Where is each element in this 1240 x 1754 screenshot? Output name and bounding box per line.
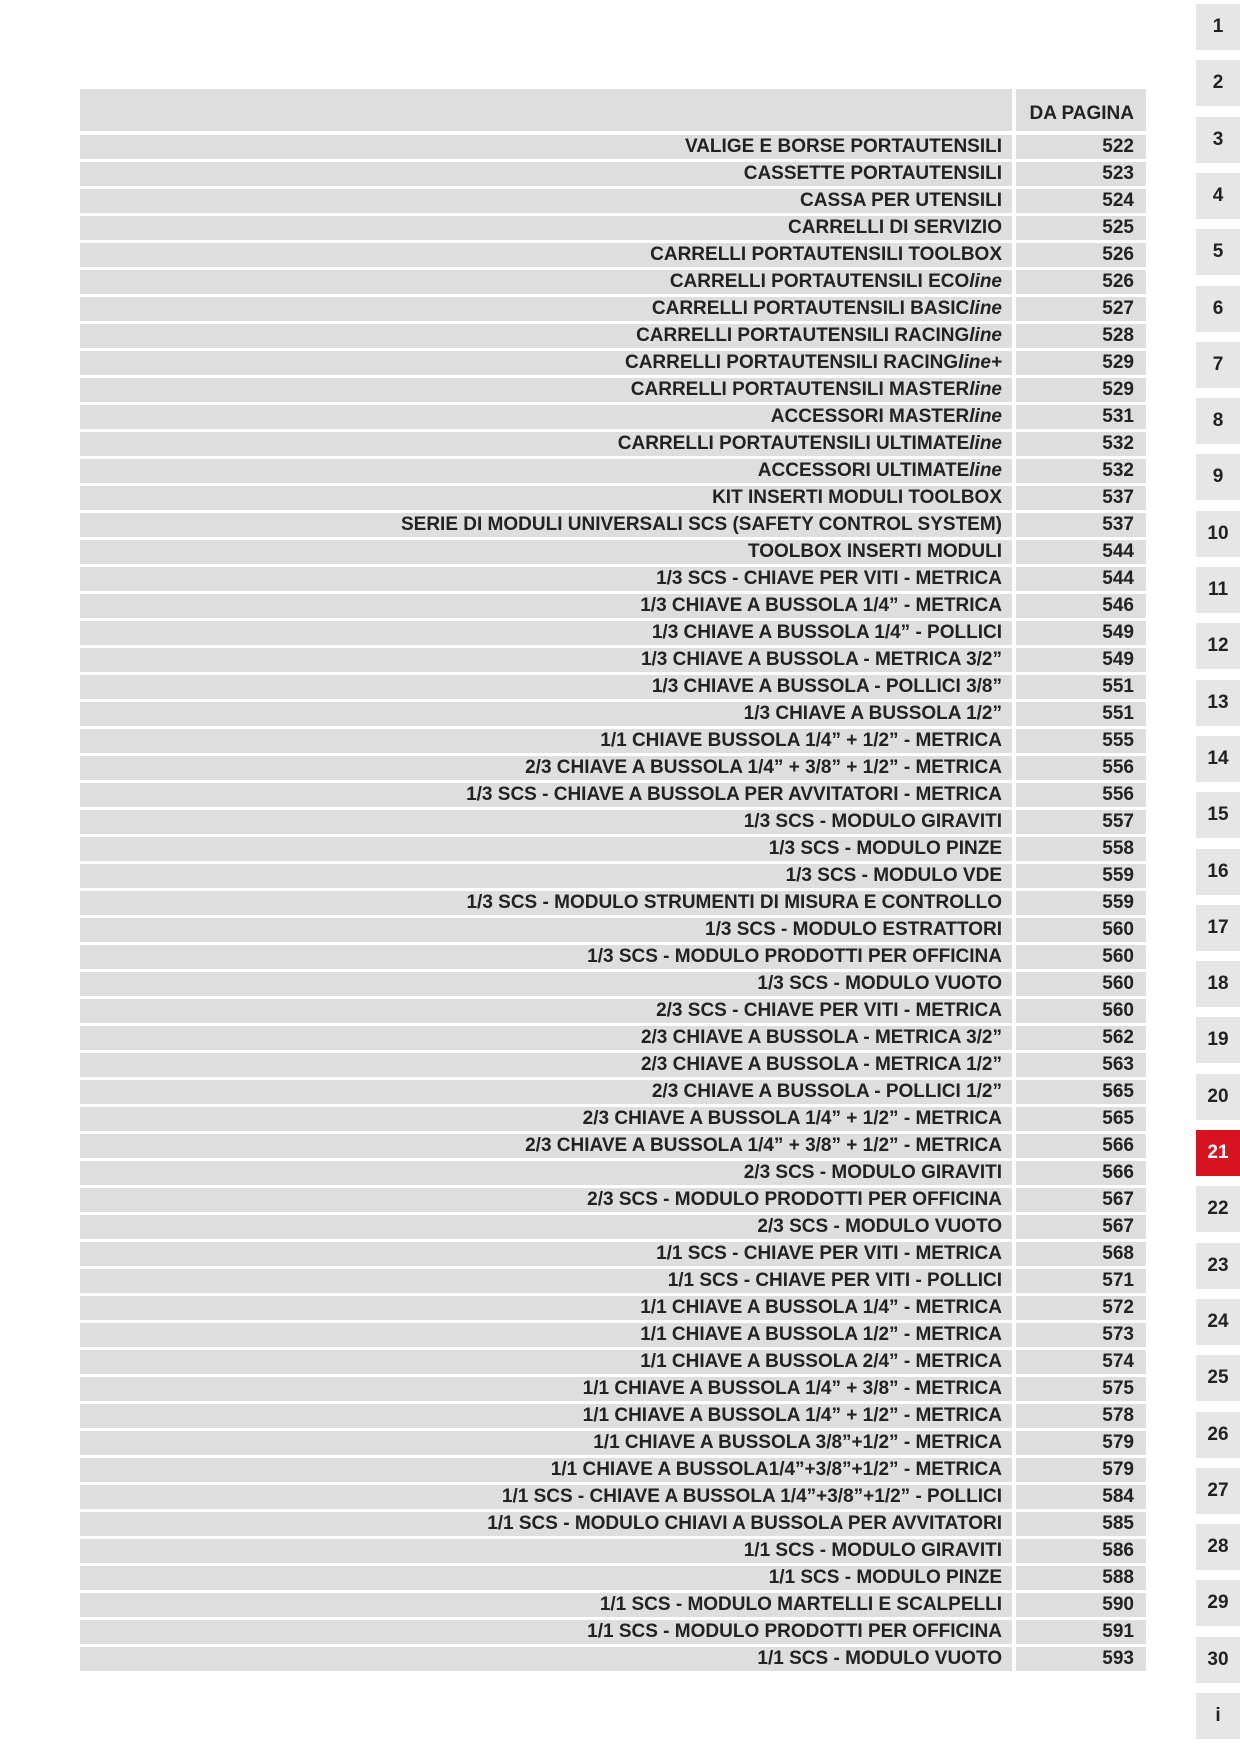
table-row[interactable]	[80, 243, 1146, 267]
table-row[interactable]	[80, 135, 1146, 159]
row-page-number: 588	[1016, 1566, 1146, 1590]
chapter-tab-22[interactable]: 22	[1196, 1186, 1240, 1232]
row-page-number: 556	[1016, 783, 1146, 807]
row-title-suffix: line	[969, 298, 1002, 319]
row-title	[80, 1620, 1012, 1644]
chapter-tab-16[interactable]: 16	[1196, 849, 1240, 895]
row-title	[80, 675, 1012, 699]
chapter-tab-3[interactable]: 3	[1196, 117, 1240, 163]
row-title-suffix: line	[969, 460, 1002, 481]
row-title-text: 1/3 CHIAVE A BUSSOLA 1/4” - METRICA	[640, 595, 1002, 616]
table-row[interactable]	[80, 810, 1146, 834]
table-row[interactable]	[80, 432, 1146, 456]
row-title	[80, 1161, 1012, 1185]
row-page-number: 579	[1016, 1458, 1146, 1482]
row-page-number: 525	[1016, 216, 1146, 240]
row-title-text: 1/1 CHIAVE A BUSSOLA 3/8”+1/2” - METRICA	[593, 1432, 1002, 1453]
row-title	[80, 783, 1012, 807]
table-row[interactable]	[80, 675, 1146, 699]
row-title	[80, 351, 1012, 375]
row-title	[80, 459, 1012, 483]
table-row[interactable]	[80, 783, 1146, 807]
row-title-text: 2/3 CHIAVE A BUSSOLA - METRICA 3/2”	[640, 1027, 1002, 1048]
row-title	[80, 1377, 1012, 1401]
chapter-tab-15[interactable]: 15	[1196, 792, 1240, 838]
row-title	[80, 999, 1012, 1023]
row-title-text: 1/1 CHIAVE A BUSSOLA 1/4” - METRICA	[640, 1297, 1002, 1318]
row-page-number: 586	[1016, 1539, 1146, 1563]
chapter-tab-21[interactable]: 21	[1196, 1130, 1240, 1176]
table-row[interactable]	[80, 540, 1146, 564]
row-title	[80, 1458, 1012, 1482]
table-row[interactable]	[80, 999, 1146, 1023]
table-row[interactable]	[80, 1377, 1146, 1401]
row-title	[80, 648, 1012, 672]
table-row[interactable]	[80, 1512, 1146, 1536]
row-page-number: 572	[1016, 1296, 1146, 1320]
row-page-number: 560	[1016, 918, 1146, 942]
row-page-number: 522	[1016, 135, 1146, 159]
row-page-number: 593	[1016, 1647, 1146, 1671]
row-title-text: 1/1 CHIAVE BUSSOLA 1/4” + 1/2” - METRICA	[600, 730, 1002, 751]
row-page-number: 566	[1016, 1161, 1146, 1185]
chapter-tab-18[interactable]: 18	[1196, 961, 1240, 1007]
row-page-number: 563	[1016, 1053, 1146, 1077]
table-row[interactable]	[80, 945, 1146, 969]
row-title-text: 1/1 CHIAVE A BUSSOLA 1/2” - METRICA	[640, 1324, 1002, 1345]
row-title-text: 1/3 CHIAVE A BUSSOLA 1/4” - POLLICI	[651, 622, 1002, 643]
index-table	[80, 89, 1146, 1674]
row-title-text: 2/3 SCS - MODULO PRODOTTI PER OFFICINA	[587, 1189, 1002, 1210]
row-page-number: 560	[1016, 972, 1146, 996]
chapter-tab-29[interactable]: 29	[1196, 1580, 1240, 1626]
row-page-number: 562	[1016, 1026, 1146, 1050]
row-title-text: ACCESSORI ULTIMATE	[757, 460, 970, 481]
table-row[interactable]	[80, 216, 1146, 240]
chapter-tab-26[interactable]: 26	[1196, 1412, 1240, 1458]
table-row[interactable]	[80, 918, 1146, 942]
chapter-tab-23[interactable]: 23	[1196, 1243, 1240, 1289]
row-page-number: 526	[1016, 243, 1146, 267]
row-title-text: 1/3 SCS - MODULO PRODOTTI PER OFFICINA	[587, 946, 1002, 967]
row-title	[80, 756, 1012, 780]
row-page-number: 565	[1016, 1107, 1146, 1131]
table-row[interactable]	[80, 1539, 1146, 1563]
row-title-text: 1/1 SCS - CHIAVE A BUSSOLA 1/4”+3/8”+1/2” - POLLICI	[501, 1486, 1002, 1507]
table-row[interactable]	[80, 837, 1146, 861]
chapter-tab-25[interactable]: 25	[1196, 1355, 1240, 1401]
row-title	[80, 567, 1012, 591]
row-title-suffix: line	[969, 433, 1002, 454]
row-title	[80, 1512, 1012, 1536]
row-title	[80, 729, 1012, 753]
row-title-text: CARRELLI PORTAUTENSILI ULTIMATE	[617, 433, 970, 454]
table-row[interactable]	[80, 1323, 1146, 1347]
row-title-suffix: line	[969, 406, 1002, 427]
row-title	[80, 1323, 1012, 1347]
row-page-number: 571	[1016, 1269, 1146, 1293]
table-row[interactable]	[80, 1404, 1146, 1428]
row-page-number: 549	[1016, 648, 1146, 672]
chapter-tab-9[interactable]: 9	[1196, 454, 1240, 500]
chapter-tab-13[interactable]: 13	[1196, 680, 1240, 726]
table-row[interactable]	[80, 1053, 1146, 1077]
row-title-text: 2/3 SCS - MODULO VUOTO	[757, 1216, 1002, 1237]
row-title-text: 1/3 SCS - MODULO VUOTO	[757, 973, 1002, 994]
table-row[interactable]	[80, 891, 1146, 915]
row-title-suffix: line	[969, 325, 1002, 346]
row-title-text: CARRELLI PORTAUTENSILI RACING	[624, 352, 959, 373]
table-row[interactable]	[80, 378, 1146, 402]
row-title-text: 1/3 CHIAVE A BUSSOLA - METRICA 3/2”	[640, 649, 1002, 670]
table-row[interactable]	[80, 567, 1146, 591]
table-row[interactable]	[80, 594, 1146, 618]
row-page-number: 591	[1016, 1620, 1146, 1644]
row-title	[80, 405, 1012, 429]
row-title-text: 1/1 SCS - MODULO GIRAVITI	[743, 1540, 1002, 1561]
row-title-text: CARRELLI PORTAUTENSILI RACING	[636, 325, 970, 346]
row-title-text: 2/3 SCS - MODULO GIRAVITI	[743, 1162, 1002, 1183]
row-page-number: 567	[1016, 1188, 1146, 1212]
row-page-number: 529	[1016, 378, 1146, 402]
row-title	[80, 1080, 1012, 1104]
row-page-number: 555	[1016, 729, 1146, 753]
row-title-suffix: line	[969, 271, 1002, 292]
row-title	[80, 1296, 1012, 1320]
row-title-text: 1/3 CHIAVE A BUSSOLA 1/2”	[743, 703, 1002, 724]
row-page-number: 567	[1016, 1215, 1146, 1239]
chapter-tab-19[interactable]: 19	[1196, 1017, 1240, 1063]
row-title	[80, 594, 1012, 618]
row-title-text: 1/1 CHIAVE A BUSSOLA 1/4” + 3/8” - METRICA	[582, 1378, 1002, 1399]
table-row[interactable]	[80, 756, 1146, 780]
row-title	[80, 702, 1012, 726]
table-row[interactable]	[80, 1296, 1146, 1320]
row-page-number: 537	[1016, 513, 1146, 537]
row-title-text: CARRELLI PORTAUTENSILI MASTER	[630, 379, 970, 400]
row-title-text: 2/3 CHIAVE A BUSSOLA 1/4” + 1/2” - METRICA	[582, 1108, 1002, 1129]
table-row[interactable]	[80, 1485, 1146, 1509]
row-page-number: 574	[1016, 1350, 1146, 1374]
row-title-text: 1/1 SCS - CHIAVE PER VITI - POLLICI	[667, 1270, 1002, 1291]
row-title	[80, 1053, 1012, 1077]
table-row[interactable]	[80, 1161, 1146, 1185]
table-row[interactable]	[80, 405, 1146, 429]
row-title-text: CASSA PER UTENSILI	[800, 190, 1002, 211]
table-row[interactable]	[80, 702, 1146, 726]
row-title	[80, 243, 1012, 267]
chapter-tab-1[interactable]: 1	[1196, 4, 1240, 50]
row-title	[80, 972, 1012, 996]
table-header	[80, 89, 1146, 131]
chapter-tab-14[interactable]: 14	[1196, 736, 1240, 782]
row-page-number: 590	[1016, 1593, 1146, 1617]
table-row[interactable]	[80, 1080, 1146, 1104]
row-page-number: 568	[1016, 1242, 1146, 1266]
row-title	[80, 324, 1012, 348]
row-title-text: 1/1 SCS - MODULO PRODOTTI PER OFFICINA	[587, 1621, 1002, 1642]
chapter-tab-11[interactable]: 11	[1196, 567, 1240, 613]
row-title	[80, 1107, 1012, 1131]
chapter-tab-27[interactable]: 27	[1196, 1468, 1240, 1514]
row-page-number: 560	[1016, 945, 1146, 969]
row-title-text: 1/3 SCS - MODULO GIRAVITI	[743, 811, 1002, 832]
row-title	[80, 621, 1012, 645]
row-page-number: 585	[1016, 1512, 1146, 1536]
row-title-text: 1/1 CHIAVE A BUSSOLA1/4”+3/8”+1/2” - METRICA	[550, 1459, 1002, 1480]
row-title	[80, 1593, 1012, 1617]
row-title-text: 1/1 SCS - MODULO PINZE	[768, 1567, 1002, 1588]
row-page-number: 537	[1016, 486, 1146, 510]
row-title-text: CARRELLI PORTAUTENSILI ECO	[669, 271, 970, 292]
row-title	[80, 1026, 1012, 1050]
row-page-number: 559	[1016, 891, 1146, 915]
row-title	[80, 162, 1012, 186]
row-title-text: 1/1 CHIAVE A BUSSOLA 1/4” + 1/2” - METRICA	[582, 1405, 1002, 1426]
row-page-number: 523	[1016, 162, 1146, 186]
row-title	[80, 864, 1012, 888]
chapter-tab-28[interactable]: 28	[1196, 1524, 1240, 1570]
row-page-number: 551	[1016, 702, 1146, 726]
chapter-tab-24[interactable]: 24	[1196, 1299, 1240, 1345]
table-row[interactable]	[80, 1593, 1146, 1617]
row-title	[80, 810, 1012, 834]
row-title-text: 1/3 SCS - MODULO VDE	[785, 865, 1002, 886]
row-title-text: 2/3 CHIAVE A BUSSOLA - POLLICI 1/2”	[651, 1081, 1002, 1102]
table-row[interactable]	[80, 1647, 1146, 1671]
row-page-number: 529	[1016, 351, 1146, 375]
row-title-text: 1/1 SCS - MODULO VUOTO	[757, 1648, 1002, 1669]
row-title-text: 2/3 CHIAVE A BUSSOLA 1/4” + 3/8” + 1/2” - METRICA	[525, 1135, 1002, 1156]
chapter-tab-20[interactable]: 20	[1196, 1074, 1240, 1120]
row-page-number: 560	[1016, 999, 1146, 1023]
chapter-tab-12[interactable]: 12	[1196, 623, 1240, 669]
row-title-text: 1/1 SCS - MODULO CHIAVI A BUSSOLA PER AVVITATORI	[487, 1513, 1002, 1534]
row-page-number: 573	[1016, 1323, 1146, 1347]
table-row[interactable]	[80, 162, 1146, 186]
row-title	[80, 891, 1012, 915]
table-row[interactable]	[80, 297, 1146, 321]
row-page-number: 559	[1016, 864, 1146, 888]
row-title-text: 2/3 CHIAVE A BUSSOLA 1/4” + 3/8” + 1/2” - METRICA	[525, 757, 1002, 778]
row-title-text: VALIGE E BORSE PORTAUTENSILI	[684, 136, 1002, 157]
chapter-tab-6[interactable]: 6	[1196, 286, 1240, 332]
chapter-tab-5[interactable]: 5	[1196, 229, 1240, 275]
row-title	[80, 1242, 1012, 1266]
row-title	[80, 1566, 1012, 1590]
chapter-tab-7[interactable]: 7	[1196, 342, 1240, 388]
row-title	[80, 1647, 1012, 1671]
table-row[interactable]	[80, 621, 1146, 645]
row-title	[80, 486, 1012, 510]
row-title	[80, 1269, 1012, 1293]
row-title-text: CASSETTE PORTAUTENSILI	[743, 163, 1002, 184]
row-title-text: 1/3 SCS - CHIAVE PER VITI - METRICA	[656, 568, 1002, 589]
row-page-number: 544	[1016, 567, 1146, 591]
row-title	[80, 216, 1012, 240]
row-page-number: 546	[1016, 594, 1146, 618]
row-title-text: ACCESSORI MASTER	[770, 406, 970, 427]
table-row[interactable]	[80, 1188, 1146, 1212]
row-page-number: 524	[1016, 189, 1146, 213]
row-title-text: CARRELLI PORTAUTENSILI TOOLBOX	[650, 244, 1002, 265]
row-title-suffix: line+	[958, 352, 1002, 373]
row-title-text: 1/3 CHIAVE A BUSSOLA - POLLICI 3/8”	[651, 676, 1002, 697]
row-title	[80, 837, 1012, 861]
row-title-text: 2/3 CHIAVE A BUSSOLA - METRICA 1/2”	[640, 1054, 1002, 1075]
row-title	[80, 1188, 1012, 1212]
row-title	[80, 1485, 1012, 1509]
row-title-text: CARRELLI PORTAUTENSILI BASIC	[651, 298, 970, 319]
row-page-number: 584	[1016, 1485, 1146, 1509]
row-title	[80, 1404, 1012, 1428]
table-row[interactable]	[80, 1107, 1146, 1131]
row-title	[80, 1539, 1012, 1563]
table-row[interactable]	[80, 1215, 1146, 1239]
table-row[interactable]	[80, 1620, 1146, 1644]
row-title	[80, 189, 1012, 213]
chapter-tab-30[interactable]: 30	[1196, 1637, 1240, 1683]
table-row[interactable]	[80, 1242, 1146, 1266]
table-row[interactable]	[80, 1458, 1146, 1482]
row-title	[80, 945, 1012, 969]
row-title	[80, 135, 1012, 159]
row-title-text: KIT INSERTI MODULI TOOLBOX	[712, 487, 1002, 508]
row-page-number: 532	[1016, 459, 1146, 483]
row-page-number: 558	[1016, 837, 1146, 861]
table-row[interactable]	[80, 864, 1146, 888]
table-row[interactable]	[80, 972, 1146, 996]
row-title	[80, 270, 1012, 294]
row-title	[80, 297, 1012, 321]
chapter-tab-17[interactable]: 17	[1196, 905, 1240, 951]
row-title-text: CARRELLI DI SERVIZIO	[788, 217, 1002, 238]
chapter-tab-4[interactable]: 4	[1196, 173, 1240, 219]
chapter-tab-10[interactable]: 10	[1196, 511, 1240, 557]
chapter-tab-i[interactable]: i	[1196, 1693, 1240, 1739]
row-title	[80, 378, 1012, 402]
table-body	[80, 135, 1146, 1671]
table-row[interactable]	[80, 351, 1146, 375]
row-title-suffix: line	[969, 379, 1002, 400]
row-page-number: 556	[1016, 756, 1146, 780]
row-page-number: 527	[1016, 297, 1146, 321]
row-title-text: 1/1 CHIAVE A BUSSOLA 2/4” - METRICA	[640, 1351, 1002, 1372]
row-page-number: 566	[1016, 1134, 1146, 1158]
table-row[interactable]	[80, 1431, 1146, 1455]
chapter-tab-8[interactable]: 8	[1196, 398, 1240, 444]
row-title-text: 1/3 SCS - MODULO STRUMENTI DI MISURA E CONTROLLO	[466, 892, 1002, 913]
row-title-text: 2/3 SCS - CHIAVE PER VITI - METRICA	[656, 1000, 1002, 1021]
row-title	[80, 918, 1012, 942]
table-row[interactable]	[80, 1269, 1146, 1293]
row-title-text: 1/1 SCS - CHIAVE PER VITI - METRICA	[656, 1243, 1002, 1264]
table-row[interactable]	[80, 459, 1146, 483]
row-page-number: 551	[1016, 675, 1146, 699]
row-page-number: 579	[1016, 1431, 1146, 1455]
row-title	[80, 1134, 1012, 1158]
row-title	[80, 1350, 1012, 1374]
row-page-number: 544	[1016, 540, 1146, 564]
row-page-number: 565	[1016, 1080, 1146, 1104]
row-page-number: 532	[1016, 432, 1146, 456]
page-column-header: DA PAGINA	[1016, 89, 1146, 131]
table-row[interactable]	[80, 1134, 1146, 1158]
table-row[interactable]	[80, 1350, 1146, 1374]
table-row[interactable]	[80, 513, 1146, 537]
row-title	[80, 432, 1012, 456]
row-page-number: 531	[1016, 405, 1146, 429]
table-row[interactable]	[80, 324, 1146, 348]
row-title	[80, 540, 1012, 564]
row-title	[80, 1431, 1012, 1455]
row-title-text: 1/3 SCS - MODULO ESTRATTORI	[705, 919, 1002, 940]
table-row[interactable]	[80, 189, 1146, 213]
row-title	[80, 513, 1012, 537]
row-title-text: 1/3 SCS - CHIAVE A BUSSOLA PER AVVITATORI - METRICA	[466, 784, 1002, 805]
table-row[interactable]	[80, 648, 1146, 672]
row-title	[80, 1215, 1012, 1239]
table-row[interactable]	[80, 1566, 1146, 1590]
row-page-number: 557	[1016, 810, 1146, 834]
row-title-text: SERIE DI MODULI UNIVERSALI SCS (SAFETY CONTROL SYSTEM)	[400, 514, 1002, 535]
header-title-cell	[80, 89, 1012, 131]
row-page-number: 575	[1016, 1377, 1146, 1401]
table-row[interactable]	[80, 486, 1146, 510]
row-title-text: 1/1 SCS - MODULO MARTELLI E SCALPELLI	[599, 1594, 1002, 1615]
row-page-number: 526	[1016, 270, 1146, 294]
table-row[interactable]	[80, 270, 1146, 294]
row-title-text: 1/3 SCS - MODULO PINZE	[768, 838, 1002, 859]
table-row[interactable]	[80, 1026, 1146, 1050]
row-page-number: 528	[1016, 324, 1146, 348]
row-title-text: TOOLBOX INSERTI MODULI	[747, 541, 1002, 562]
chapter-tab-2[interactable]: 2	[1196, 60, 1240, 106]
row-page-number: 549	[1016, 621, 1146, 645]
table-row[interactable]	[80, 729, 1146, 753]
row-page-number: 578	[1016, 1404, 1146, 1428]
